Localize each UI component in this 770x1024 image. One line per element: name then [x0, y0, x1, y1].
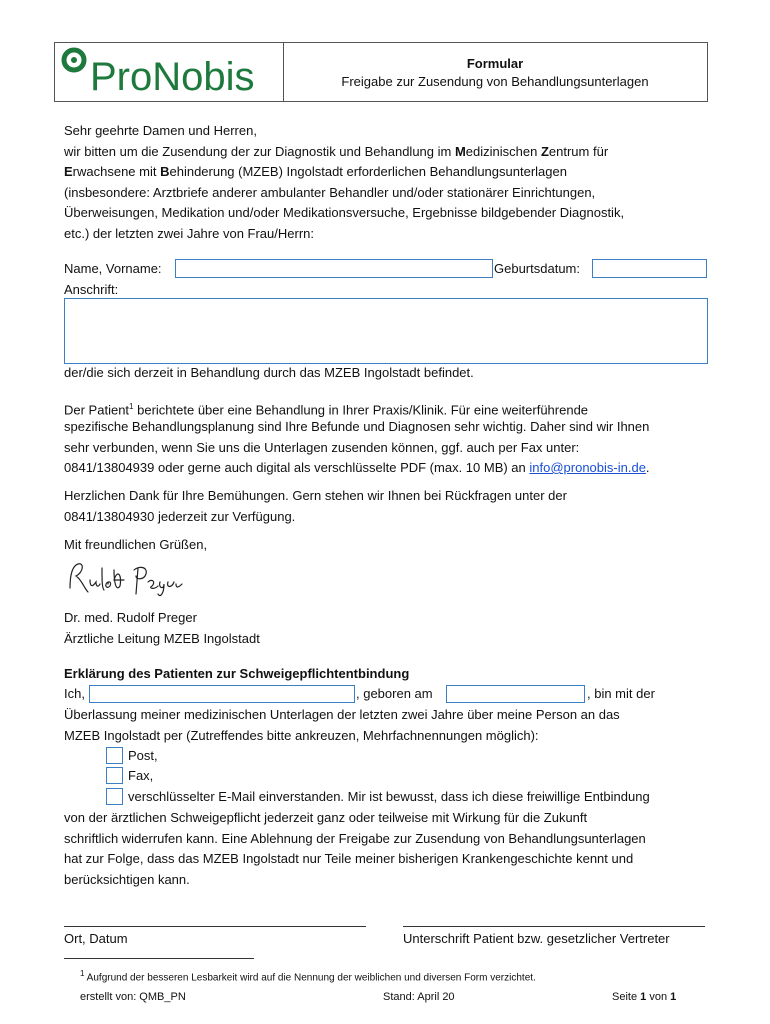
form-subtitle: Freigabe zur Zusendung von Behandlungsunterlagen: [341, 74, 649, 89]
name-input[interactable]: [175, 259, 493, 278]
declaration-line-7: hat zur Folge, dass das MZEB Ingolstadt nur Teile meiner bisherigen Krankengeschichte kennt und: [64, 851, 634, 866]
signer-role: Ärztliche Leitung MZEB Ingolstadt: [64, 631, 260, 646]
email-link[interactable]: info@pronobis-in.de: [529, 460, 646, 475]
intro-line-2: wir bitten um die Zusendung der zur Diagnostik und Behandlung im Medizinischen Zentrum für: [64, 144, 609, 159]
intro-line-4: (insbesondere: Arztbriefe anderer ambulanter Behandler und/oder stationärer Einrichtungen,: [64, 185, 596, 200]
footnote-divider: [64, 958, 254, 959]
footer-page: Seite 1 von 1: [612, 991, 677, 1003]
body-p2-line-2: 0841/13804930 jederzeit zur Verfügung.: [64, 509, 296, 524]
place-date-line: [64, 926, 366, 927]
footnote: $^1$ Aufgrund der besseren Lesbarkeit wird auf die Nennung der weiblichen und diversen Form verzichtet.: [80, 969, 536, 984]
consent-label: , bin mit der: [587, 686, 655, 701]
signature-image: [64, 558, 184, 600]
footer-created-by: erstellt von: QMB_PN: [80, 991, 186, 1003]
checkbox-email[interactable]: [106, 788, 123, 805]
pronobis-logo: [60, 44, 280, 98]
option-fax: Fax,: [128, 768, 154, 783]
body-p1-line-2: spezifische Behandlungsplanung sind Ihre Befunde und Diagnosen sehr wichtig. Daher sind wir Ihnen: [64, 419, 650, 434]
declaration-line-5: von der ärztlichen Schweigepflicht jederzeit ganz oder teilweise mit Wirkung für die Zukunft: [64, 810, 588, 825]
intro-line-6: etc.) der letzten zwei Jahre von Frau/Herrn:: [64, 226, 314, 241]
address-input[interactable]: [64, 298, 708, 364]
intro-line-5: Überweisungen, Medikation und/oder Medikationsversuche, Ergebnisse bildgebender Diagnostik,: [64, 205, 625, 220]
patient-name-input[interactable]: [89, 685, 355, 703]
body-p1-line-4: 0841/13804939 oder gerne auch digital als verschlüsselte PDF (max. 10 MB) an info@pronobis-in.de.: [64, 460, 650, 475]
ich-label: Ich,: [64, 686, 85, 701]
checkbox-post[interactable]: [106, 747, 123, 764]
place-date-label: Ort, Datum: [64, 931, 128, 946]
dob-input[interactable]: [592, 259, 707, 278]
patient-dob-input[interactable]: [446, 685, 585, 703]
option-post: Post,: [128, 748, 158, 763]
address-label: Anschrift:: [64, 282, 119, 297]
form-title: Formular: [466, 56, 524, 71]
declaration-line-2: Überlassung meiner medizinischen Unterlagen der letzten zwei Jahre über meine Person an das: [64, 707, 620, 722]
greeting: Sehr geehrte Damen und Herren,: [64, 123, 257, 138]
checkbox-fax[interactable]: [106, 767, 123, 784]
header-divider: [283, 42, 284, 102]
body-p2-line-1: Herzlichen Dank für Ihre Bemühungen. Gern stehen wir Ihnen bei Rückfragen unter der: [64, 488, 567, 503]
dob-label: Geburtsdatum:: [494, 261, 580, 276]
option-email: verschlüsselter E-Mail einverstanden. Mir ist bewusst, dass ich diese freiwillige Entbindung: [128, 789, 650, 804]
body-p1-line-1: Der Patient$^1$ berichtete über eine Behandlung in Ihrer Praxis/Klinik. Für eine weiterführende: [64, 402, 589, 418]
declaration-line-8: berücksichtigen kann.: [64, 872, 190, 887]
signer-name: Dr. med. Rudolf Preger: [64, 610, 197, 625]
logo-text: ProNobis: [90, 55, 255, 98]
in-treatment-line: der/die sich derzeit in Behandlung durch das MZEB Ingolstadt befindet.: [64, 365, 474, 380]
patient-signature-line: [403, 926, 705, 927]
footnote-ref: 1: [129, 402, 134, 411]
body-p1-line-3: sehr verbunden, wenn Sie uns die Unterlagen zusenden können, ggf. auch per Fax unter:: [64, 440, 580, 455]
declaration-line-3: MZEB Ingolstadt per (Zutreffendes bitte ankreuzen, Mehrfachnennungen möglich):: [64, 728, 539, 743]
footer-status: Stand: April 20: [383, 991, 455, 1003]
patient-signature-label: Unterschrift Patient bzw. gesetzlicher Vertreter: [403, 931, 670, 946]
declaration-heading: Erklärung des Patienten zur Schweigepflichtentbindung: [64, 666, 410, 681]
closing: Mit freundlichen Grüßen,: [64, 537, 208, 552]
intro-line-3: Erwachsene mit Behinderung (MZEB) Ingolstadt erforderlichen Behandlungsunterlagen: [64, 164, 567, 179]
born-label: , geboren am: [356, 686, 433, 701]
declaration-line-6: schriftlich widerrufen kann. Eine Ablehnung der Freigabe zur Zusendung von Behandlungsunterlagen: [64, 831, 646, 846]
name-label: Name, Vorname:: [64, 261, 162, 276]
